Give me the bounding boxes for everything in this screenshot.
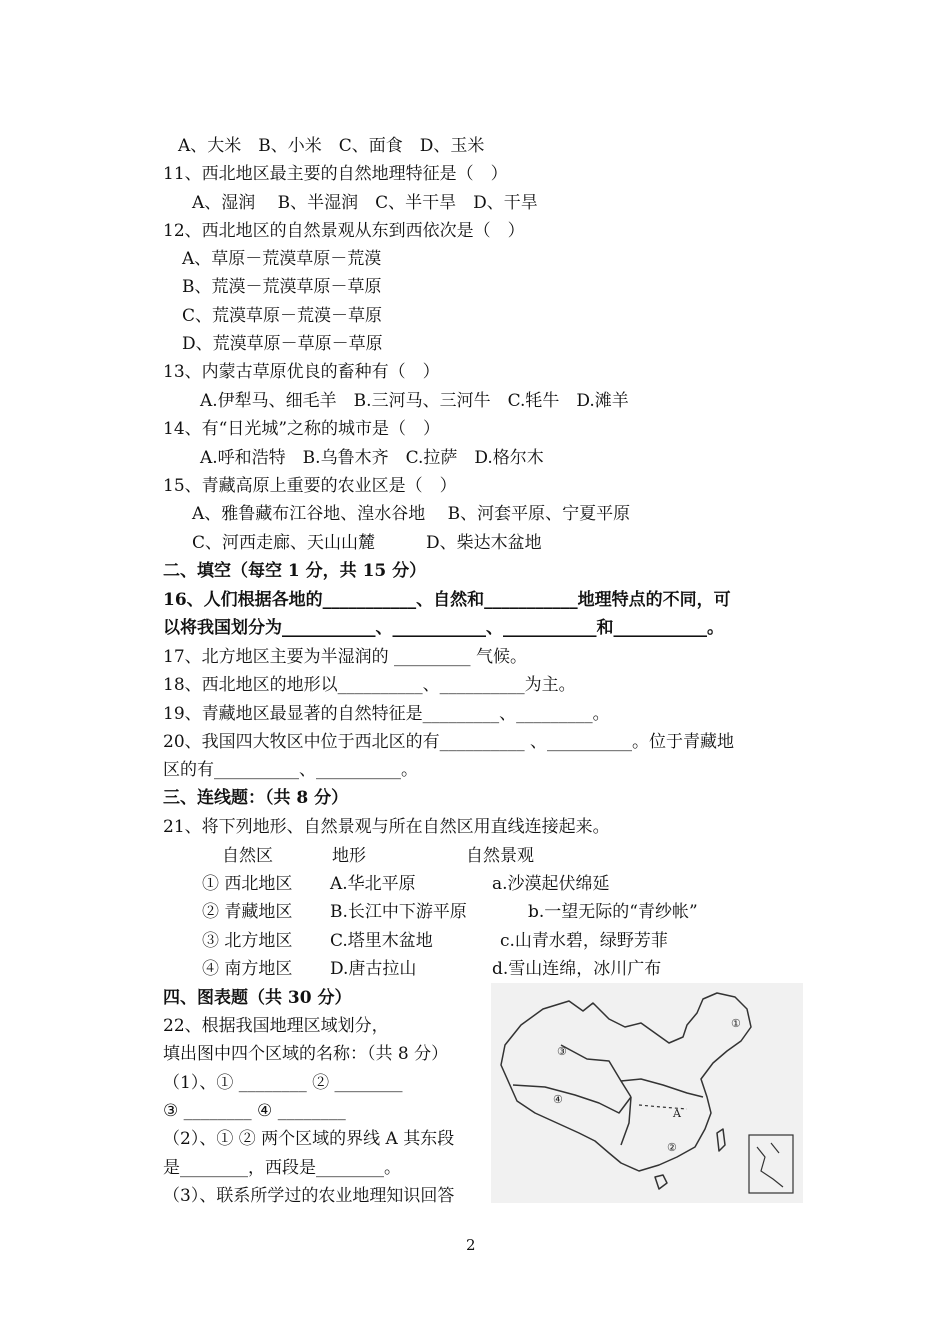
q13-options: A.伊犁马、细毛羊 B.三河马、三河牛 C.牦牛 D.滩羊 bbox=[200, 391, 629, 411]
section-2-heading: 二、填空（每空 1 分，共 15 分） bbox=[163, 561, 427, 581]
q12-stem: 12、西北地区的自然景观从东到西依次是（ ） bbox=[163, 221, 525, 241]
match-landform-c: C.塔里木盆地 bbox=[330, 931, 433, 951]
map-label-3: ③ bbox=[557, 1045, 567, 1058]
section-4-heading: 四、图表题（共 30 分） bbox=[163, 988, 352, 1008]
q22-part-2-line-1: （2）、① ② 两个区域的界线 A 其东段 bbox=[163, 1129, 455, 1149]
page-number: 2 bbox=[466, 1236, 476, 1254]
q22-part-1-line-1: （1）、① ________ ② ________ bbox=[163, 1073, 403, 1093]
col-header-landscape: 自然景观 bbox=[466, 846, 534, 866]
match-landscape-d: d.雪山连绵，冰川广布 bbox=[492, 959, 662, 979]
q21-stem: 21、将下列地形、自然景观与所在自然区用直线连接起来。 bbox=[163, 817, 610, 837]
map-label-4: ④ bbox=[553, 1093, 563, 1106]
q12-option-b: B、荒漠－荒漠草原－草原 bbox=[182, 277, 382, 297]
map-drawing bbox=[491, 983, 803, 1203]
q22-stem-1: 22、根据我国地理区域划分， bbox=[163, 1016, 389, 1036]
south-sea-inset-detail bbox=[757, 1147, 783, 1187]
q22-part-1-line-2: ③ ________ ④ ________ bbox=[163, 1101, 346, 1121]
q15-stem: 15、青藏高原上重要的农业区是（ ） bbox=[163, 476, 457, 496]
match-landform-d: D.唐古拉山 bbox=[330, 959, 417, 979]
q11-options: A、湿润 B、半湿润 C、半干旱 D、干旱 bbox=[192, 193, 538, 213]
hainan-island bbox=[655, 1175, 667, 1189]
q16-line-1: 16、人们根据各地的___________、自然和___________地理特点的不同，可 bbox=[163, 590, 731, 610]
q13-stem: 13、内蒙古草原优良的畜种有（ ） bbox=[163, 362, 440, 382]
taiwan-island bbox=[717, 1129, 725, 1151]
map-label-1: ① bbox=[731, 1017, 741, 1030]
q15-options-cd: C、河西走廊、天山山麓 D、柴达木盆地 bbox=[192, 533, 542, 553]
q22-part-3: （3）、联系所学过的农业地理知识回答 bbox=[163, 1186, 455, 1206]
match-landscape-a: a.沙漠起伏绵延 bbox=[492, 874, 610, 894]
q22-part-2-line-2: 是________，西段是________。 bbox=[163, 1158, 401, 1178]
match-region-1: ① 西北地区 bbox=[202, 874, 293, 894]
q16-line-2: 以将我国划分为___________、___________、___________和___________。 bbox=[163, 618, 724, 638]
q12-option-a: A、草原－荒漠草原－荒漠 bbox=[182, 249, 382, 269]
q10-options: A、大米 B、小米 C、面食 D、玉米 bbox=[178, 136, 485, 156]
q12-option-c: C、荒漠草原－荒漠－草原 bbox=[182, 306, 383, 326]
match-region-3: ③ 北方地区 bbox=[202, 931, 293, 951]
match-region-4: ④ 南方地区 bbox=[202, 959, 293, 979]
q20-line-2: 区的有__________、__________。 bbox=[163, 760, 418, 780]
q17: 17、北方地区主要为半湿润的 _________ 气候。 bbox=[163, 647, 527, 667]
q11-stem: 11、西北地区最主要的自然地理特征是（ ） bbox=[163, 164, 508, 184]
q14-stem: 14、有“日光城”之称的城市是（ ） bbox=[163, 419, 441, 439]
boundary-qinghai-tibet bbox=[513, 1085, 631, 1113]
match-landscape-b: b.一望无际的“青纱帐” bbox=[528, 902, 698, 922]
boundary-north-south bbox=[621, 1079, 703, 1097]
south-sea-inset-detail-2 bbox=[771, 1143, 779, 1153]
q19: 19、青藏地区最显著的自然特征是_________、_________。 bbox=[163, 704, 610, 724]
china-regions-map bbox=[491, 983, 803, 1203]
china-outline bbox=[501, 993, 751, 1171]
match-landform-a: A.华北平原 bbox=[330, 874, 416, 894]
match-landform-b: B.长江中下游平原 bbox=[330, 902, 467, 922]
col-header-region: 自然区 bbox=[222, 846, 273, 866]
match-region-2: ② 青藏地区 bbox=[202, 902, 293, 922]
map-label-2: ② bbox=[667, 1141, 677, 1154]
boundary-northwest bbox=[561, 1045, 631, 1097]
q14-options: A.呼和浩特 B.乌鲁木齐 C.拉萨 D.格尔木 bbox=[200, 448, 544, 468]
q20-line-1: 20、我国四大牧区中位于西北区的有__________ 、__________。位于青藏地 bbox=[163, 732, 735, 752]
section-3-heading: 三、连线题：（共 8 分） bbox=[163, 788, 349, 808]
map-label-a: A bbox=[673, 1107, 681, 1120]
q22-stem-2: 填出图中四个区域的名称：（共 8 分） bbox=[163, 1044, 449, 1064]
col-header-landform: 地形 bbox=[332, 846, 366, 866]
q15-options-ab: A、雅鲁藏布江谷地、湟水谷地 B、河套平原、宁夏平原 bbox=[192, 504, 631, 524]
match-landscape-c: c.山青水碧，绿野芳菲 bbox=[500, 931, 668, 951]
q18: 18、西北地区的地形以__________、__________为主。 bbox=[163, 675, 576, 695]
q12-option-d: D、荒漠草原－草原－草原 bbox=[182, 334, 383, 354]
